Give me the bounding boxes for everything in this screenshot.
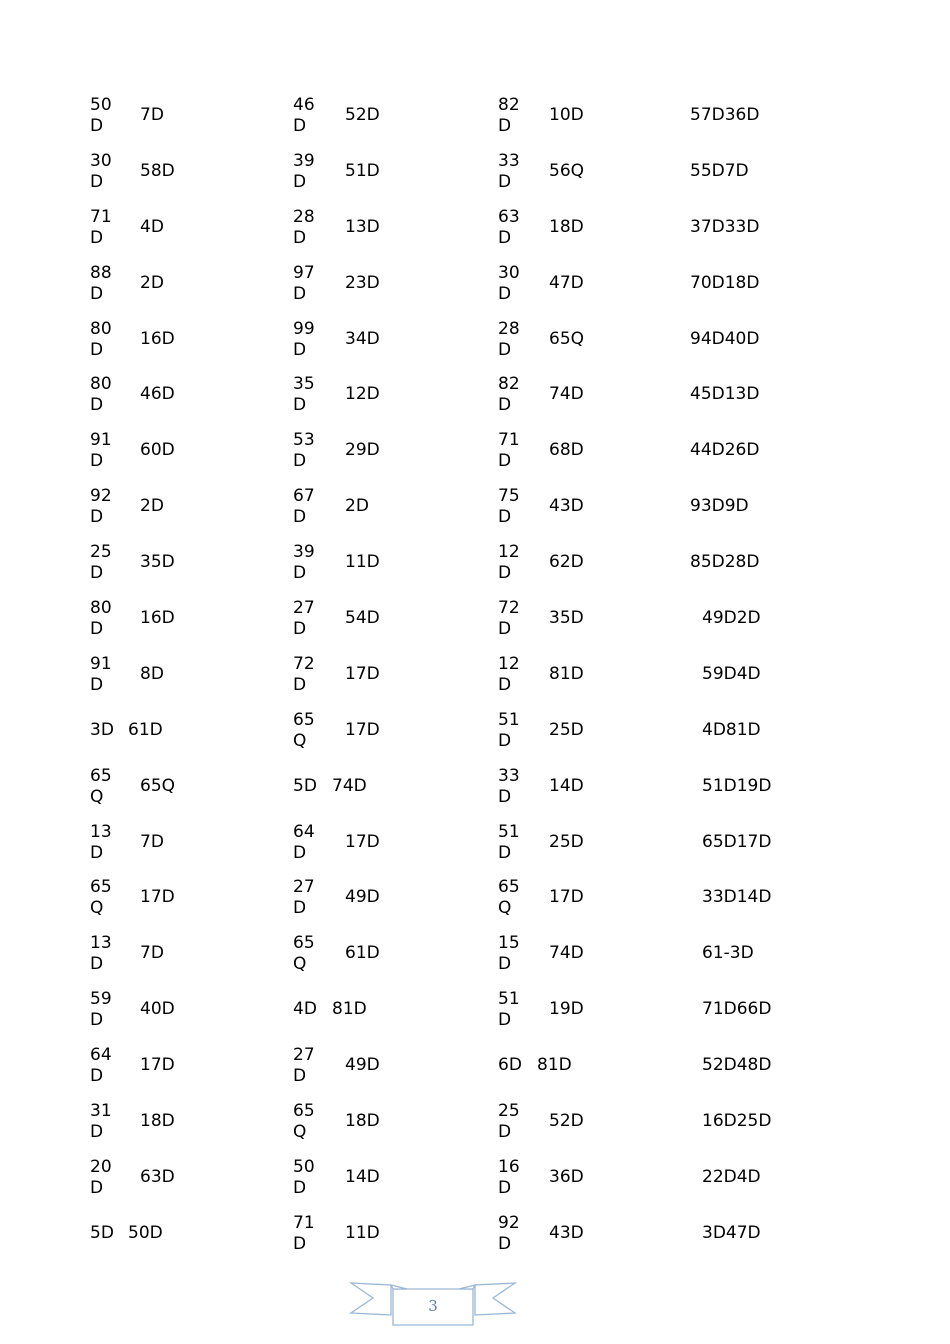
cell-d: 81D — [332, 999, 367, 1020]
cell-f: 62D — [549, 552, 584, 573]
cell-a: 3D — [90, 719, 114, 740]
cell-e: 12D — [498, 542, 520, 584]
cell-a: 13D — [90, 933, 112, 975]
cell-b: 60D — [140, 440, 175, 461]
cell-c: 72D — [293, 653, 315, 695]
cell-e: 63D — [498, 206, 520, 248]
cell-e: 82D — [498, 95, 520, 136]
cell-e: 33D — [498, 765, 520, 807]
cell-c: 64D — [293, 821, 315, 863]
cell-d: 2D — [345, 496, 369, 517]
cell-a: 65Q — [90, 877, 112, 919]
cell-f: 52D — [549, 1111, 584, 1132]
cell-b: 50D — [128, 1222, 163, 1243]
cell-c: 39D — [293, 542, 315, 584]
table-row — [0, 598, 950, 654]
cell-e: 6D — [498, 1055, 522, 1076]
cell-d: 18D — [345, 1111, 380, 1132]
cell-f: 43D — [549, 496, 584, 517]
cell-f: 81D — [549, 663, 584, 684]
table-row — [0, 877, 950, 933]
cell-a: 88D — [90, 262, 112, 304]
cell-g: 33D14D — [702, 887, 772, 908]
table-row — [0, 1045, 950, 1101]
cell-d: 14D — [345, 1166, 380, 1187]
cell-g: 49D2D — [702, 608, 761, 629]
table-row — [0, 151, 950, 207]
cell-d: 74D — [332, 775, 367, 796]
cell-d: 17D — [345, 831, 380, 852]
cell-a: 25D — [90, 542, 112, 584]
cell-b: 7D — [140, 105, 164, 125]
cell-b: 40D — [140, 999, 175, 1020]
cell-d: 61D — [345, 943, 380, 964]
cell-b: 16D — [140, 328, 175, 349]
cell-a: 30D — [90, 150, 112, 192]
table-row — [0, 1213, 950, 1269]
table-row — [0, 710, 950, 766]
cell-c: 67D — [293, 486, 315, 528]
cell-d: 29D — [345, 440, 380, 461]
cell-g: 57D36D — [690, 105, 760, 125]
cell-f: 36D — [549, 1166, 584, 1187]
cell-f: 10D — [549, 105, 584, 125]
cell-g: 52D48D — [702, 1055, 772, 1076]
table-row — [0, 1101, 950, 1157]
cell-c: 39D — [293, 150, 315, 192]
cell-b: 17D — [140, 887, 175, 908]
cell-c: 50D — [293, 1156, 315, 1198]
cell-b: 18D — [140, 1111, 175, 1132]
cell-e: 12D — [498, 653, 520, 695]
cell-e: 33D — [498, 150, 520, 192]
cell-c: 65Q — [293, 709, 315, 751]
cell-f: 74D — [549, 384, 584, 405]
cell-d: 13D — [345, 216, 380, 237]
table-row — [0, 989, 950, 1045]
cell-c: 35D — [293, 374, 315, 416]
table-row — [0, 933, 950, 989]
cell-c: 4D — [293, 999, 317, 1020]
cell-a: 80D — [90, 374, 112, 416]
cell-a: 91D — [90, 653, 112, 695]
cell-b: 17D — [140, 1055, 175, 1076]
cell-c: 27D — [293, 598, 315, 640]
table-row — [0, 319, 950, 375]
cell-g: 16D25D — [702, 1111, 772, 1132]
cell-b: 35D — [140, 552, 175, 573]
cell-b: 7D — [140, 943, 164, 964]
cell-d: 52D — [345, 105, 380, 125]
cell-f: 14D — [549, 775, 584, 796]
cell-a: 64D — [90, 1045, 112, 1087]
cell-e: 72D — [498, 598, 520, 640]
cell-d: 51D — [345, 160, 380, 181]
cell-f: 35D — [549, 608, 584, 629]
cell-f: 74D — [549, 943, 584, 964]
cell-e: 51D — [498, 821, 520, 863]
table-row — [0, 766, 950, 822]
cell-d: 17D — [345, 719, 380, 740]
cell-f: 65Q — [549, 328, 585, 349]
cell-g: 70D18D — [690, 272, 760, 293]
cell-e: 65Q — [498, 877, 520, 919]
page-number: 3 — [428, 1297, 438, 1315]
cell-a: 13D — [90, 821, 112, 863]
cell-e: 51D — [498, 989, 520, 1031]
cell-a: 92D — [90, 486, 112, 528]
cell-e: 51D — [498, 709, 520, 751]
cell-c: 46D — [293, 95, 315, 136]
answer-table — [0, 95, 950, 1269]
cell-b: 8D — [140, 663, 164, 684]
table-row — [0, 486, 950, 542]
cell-b: 2D — [140, 496, 164, 517]
cell-f: 18D — [549, 216, 584, 237]
cell-a: 65Q — [90, 765, 112, 807]
cell-e: 30D — [498, 262, 520, 304]
cell-d: 54D — [345, 608, 380, 629]
cell-a: 20D — [90, 1156, 112, 1198]
cell-g: 4D81D — [702, 719, 761, 740]
cell-a: 50D — [90, 95, 112, 136]
cell-d: 34D — [345, 328, 380, 349]
cell-a: 80D — [90, 318, 112, 360]
cell-f: 68D — [549, 440, 584, 461]
cell-b: 65Q — [140, 775, 176, 796]
cell-g: 93D9D — [690, 496, 749, 517]
cell-g: 85D28D — [690, 552, 760, 573]
table-row — [0, 263, 950, 319]
cell-d: 23D — [345, 272, 380, 293]
cell-f: 25D — [549, 831, 584, 852]
cell-a: 5D — [90, 1222, 114, 1243]
cell-e: 25D — [498, 1101, 520, 1143]
cell-b: 63D — [140, 1166, 175, 1187]
cell-c: 65Q — [293, 933, 315, 975]
cell-d: 12D — [345, 384, 380, 405]
cell-f: 43D — [549, 1222, 584, 1243]
cell-d: 11D — [345, 1222, 380, 1243]
cell-g: 61-3D — [702, 943, 754, 964]
cell-e: 75D — [498, 486, 520, 528]
cell-c: 65Q — [293, 1101, 315, 1143]
cell-f: 47D — [549, 272, 584, 293]
cell-e: 71D — [498, 430, 520, 472]
cell-a: 71D — [90, 206, 112, 248]
table-row — [0, 1157, 950, 1213]
table-row — [0, 822, 950, 878]
cell-c: 28D — [293, 206, 315, 248]
cell-g: 59D4D — [702, 663, 761, 684]
cell-f: 19D — [549, 999, 584, 1020]
cell-f: 56Q — [549, 160, 585, 181]
cell-g: 55D7D — [690, 160, 749, 181]
cell-c: 97D — [293, 262, 315, 304]
cell-b: 58D — [140, 160, 175, 181]
cell-e: 15D — [498, 933, 520, 975]
cell-a: 80D — [90, 598, 112, 640]
table-row — [0, 542, 950, 598]
cell-e: 16D — [498, 1156, 520, 1198]
page-footer — [349, 1279, 517, 1329]
cell-a: 59D — [90, 989, 112, 1031]
cell-e: 82D — [498, 374, 520, 416]
table-row — [0, 207, 950, 263]
cell-d: 49D — [345, 1055, 380, 1076]
cell-b: 61D — [128, 719, 163, 740]
cell-g: 65D17D — [702, 831, 772, 852]
cell-g: 3D47D — [702, 1222, 761, 1243]
cell-g: 37D33D — [690, 216, 760, 237]
cell-d: 17D — [345, 663, 380, 684]
cell-b: 7D — [140, 831, 164, 852]
cell-g: 51D19D — [702, 775, 772, 796]
cell-b: 46D — [140, 384, 175, 405]
cell-c: 71D — [293, 1212, 315, 1254]
cell-e: 28D — [498, 318, 520, 360]
cell-b: 16D — [140, 608, 175, 629]
cell-c: 27D — [293, 877, 315, 919]
table-row — [0, 654, 950, 710]
cell-a: 91D — [90, 430, 112, 472]
cell-f: 81D — [537, 1055, 572, 1076]
table-row — [0, 430, 950, 486]
cell-f: 17D — [549, 887, 584, 908]
cell-a: 31D — [90, 1101, 112, 1143]
cell-g: 22D4D — [702, 1166, 761, 1187]
table-row — [0, 374, 950, 430]
cell-d: 11D — [345, 552, 380, 573]
cell-b: 4D — [140, 216, 164, 237]
cell-g: 71D66D — [702, 999, 772, 1020]
cell-d: 49D — [345, 887, 380, 908]
cell-g: 44D26D — [690, 440, 760, 461]
cell-b: 2D — [140, 272, 164, 293]
cell-e: 92D — [498, 1212, 520, 1254]
cell-g: 94D40D — [690, 328, 760, 349]
cell-f: 25D — [549, 719, 584, 740]
cell-g: 45D13D — [690, 384, 760, 405]
cell-c: 5D — [293, 775, 317, 796]
cell-c: 27D — [293, 1045, 315, 1087]
table-row — [0, 95, 950, 151]
cell-c: 99D — [293, 318, 315, 360]
cell-c: 53D — [293, 430, 315, 472]
